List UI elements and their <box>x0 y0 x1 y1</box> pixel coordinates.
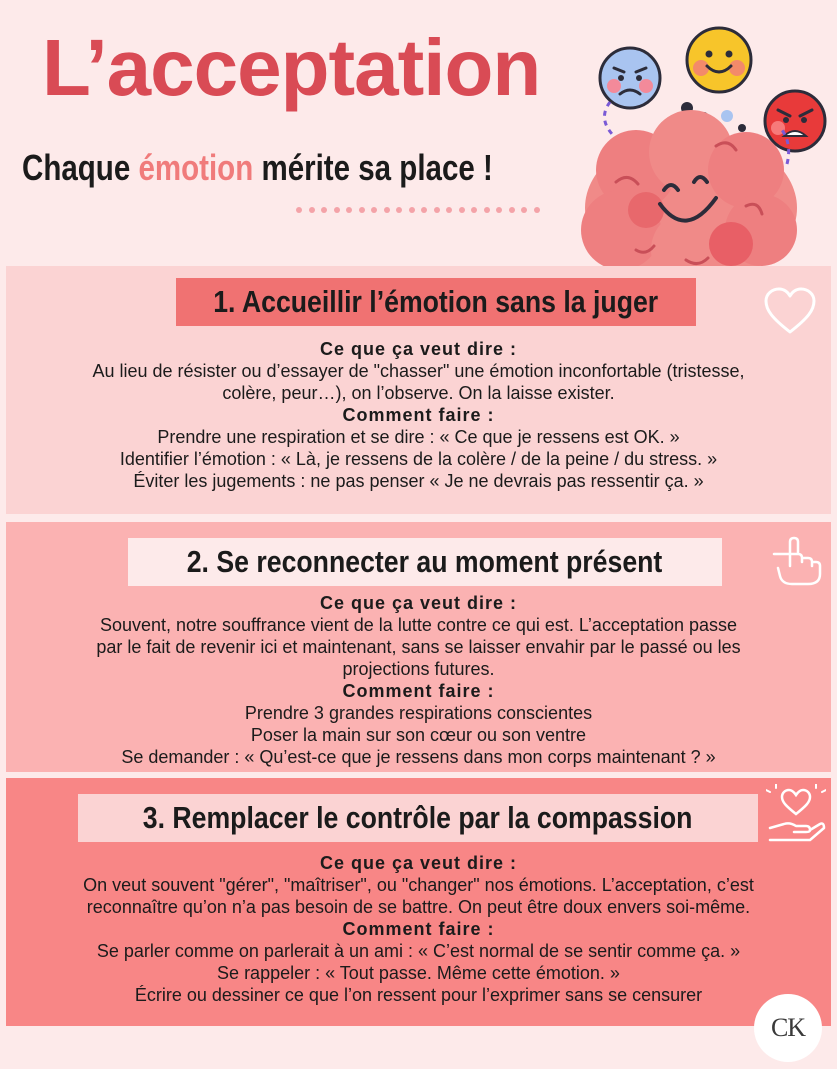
section-compassion <box>6 778 831 1026</box>
logo <box>754 994 822 1062</box>
pointing-hand-icon <box>768 532 824 588</box>
meaning-label: Ce que ça veut dire : <box>319 339 518 359</box>
section-present-moment <box>6 522 831 772</box>
infographic <box>6 6 831 1063</box>
meaning-label: Ce que ça veut dire : <box>319 593 518 613</box>
text-line: Au lieu de résister ou d’essayer de "chasser" une émotion inconfortable (tristesse, <box>92 361 745 381</box>
subtitle-end: mérite sa place ! <box>253 147 493 188</box>
text-line: Poser la main sur son cœur ou son ventre <box>250 725 587 745</box>
heart-icon <box>762 286 818 336</box>
text-line: Prendre une respiration et se dire : « Ce que je ressens est OK. » <box>157 427 680 447</box>
section-body <box>6 592 831 768</box>
happy-face-icon <box>681 22 757 98</box>
text-line: Souvent, notre souffrance vient de la lutte contre ce qui est. L’acceptation passe <box>99 615 738 635</box>
section-body <box>6 338 831 492</box>
text-line: reconnaître qu’on n’a pas besoin de se battre. On peut être doux envers soi-même. <box>86 897 751 917</box>
subtitle-accent: émotion <box>138 147 254 188</box>
section-heading: 3. Remplacer le contrôle par la compassion <box>78 794 758 842</box>
page-subtitle <box>22 147 493 188</box>
text-line: projections futures. <box>342 659 495 679</box>
section-heading: 1. Accueillir l’émotion sans la juger <box>176 278 696 326</box>
heart-hand-icon <box>766 784 826 846</box>
brain-icon <box>576 110 806 290</box>
text-line: Se rappeler : « Tout passe. Même cette émotion. » <box>217 963 620 983</box>
text-line: Se demander : « Qu’est-ce que je ressens dans mon corps maintenant ? » <box>121 747 716 767</box>
text-line: Éviter les jugements : ne pas penser « Je ne devrais pas ressentir ça. » <box>133 471 704 491</box>
text-line: Identifier l’émotion : « Là, je ressens de la colère / de la peine / du stress. » <box>119 449 718 469</box>
text-line: colère, peur…), on l’observe. On la laisse exister. <box>222 383 615 403</box>
text-line: Écrire ou dessiner ce que l’on ressent pour l’exprimer sans se censurer <box>134 985 703 1005</box>
how-label: Comment faire : <box>342 681 495 701</box>
dotted-divider <box>296 198 546 217</box>
logo-text: CK <box>770 1013 806 1042</box>
how-label: Comment faire : <box>342 405 495 425</box>
subtitle-start: Chaque <box>22 147 139 188</box>
text-line: par le fait de revenir ici et maintenant, sans se laisser envahir par le passé ou les <box>96 637 741 657</box>
text-line: Prendre 3 grandes respirations conscientes <box>244 703 593 723</box>
meaning-label: Ce que ça veut dire : <box>319 853 518 873</box>
text-line: Se parler comme on parlerait à un ami : « C’est normal de se sentir comme ça. » <box>96 941 741 961</box>
section-accept-emotion <box>6 266 831 514</box>
text-line: On veut souvent "gérer", "maîtriser", ou "changer" nos émotions. L’acceptation, c’est <box>83 875 754 895</box>
how-label: Comment faire : <box>342 919 495 939</box>
section-heading: 2. Se reconnecter au moment présent <box>128 538 722 586</box>
page-title: L’acceptation <box>42 23 541 112</box>
section-body <box>6 852 831 1006</box>
